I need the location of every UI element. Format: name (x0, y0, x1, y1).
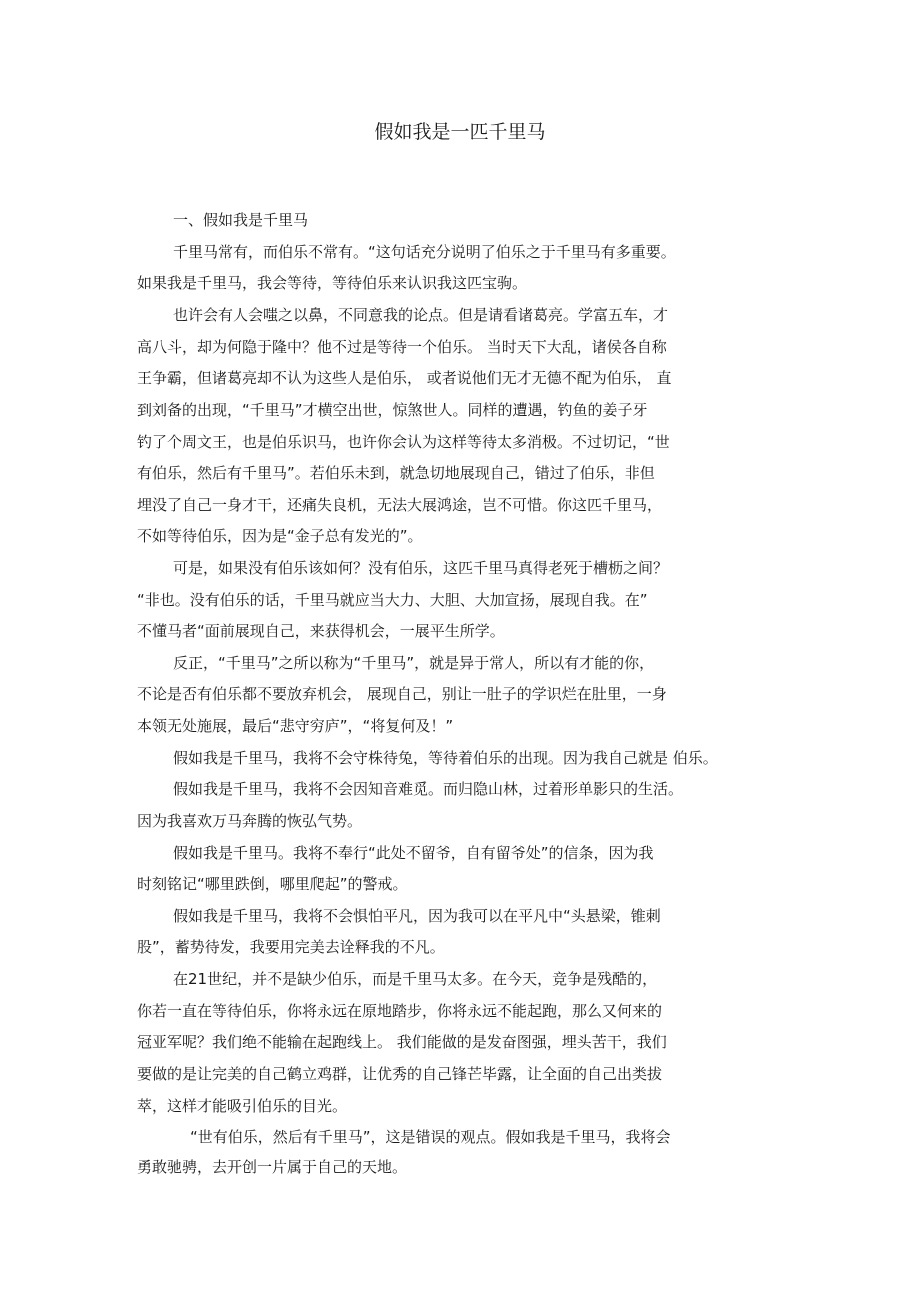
body-line: 王争霸，但诸葛亮却不认为这些人是伯乐， 或者说他们无才无德不配为伯乐， 直 (137, 369, 672, 387)
body-line: 假如我是千里马。我将不奉行“此处不留爷，自有留爷处”的信条，因为我 (173, 844, 654, 862)
body-line: 因为我喜欢万马奔腾的恢弘气势。 (137, 812, 363, 830)
body-line: 有伯乐，然后有千里马”。若伯乐未到，就急切地展现自己，错过了伯乐，非但 (137, 464, 655, 482)
body-line: 冠亚军呢？我们绝不能输在起跑线上。 我们能做的是发奋图强，埋头苦干，我们 (137, 1033, 667, 1051)
body-line: 股”，蓄势待发，我要用完美去诠释我的不凡。 (137, 938, 445, 956)
body-line: 假如我是千里马，我将不会惧怕平凡，因为我可以在平凡中“头悬梁，锥刺 (173, 907, 661, 925)
body-line: 萃，这样才能吸引伯乐的目光。 (137, 1097, 348, 1115)
body-line: 不懂马者“面前展现自己，来获得机会，一展平生所学。 (137, 622, 505, 640)
body-line: 勇敢驰骋，去开创一片属于自己的天地。 (137, 1158, 408, 1176)
body-line: 要做的是让完美的自己鹤立鸡群，让优秀的自己锋芒毕露，让全面的自己出类拔 (137, 1065, 663, 1083)
body-line: 不如等待伯乐，因为是“金子总有发光的”。 (137, 527, 423, 545)
body-line: 不论是否有伯乐都不要放弃机会， 展现自己，别让一肚子的学识烂在肚里，一身 (137, 685, 667, 703)
section-heading: 一、假如我是千里马 (173, 211, 309, 229)
body-line: 你若一直在等待伯乐，你将永远在原地踏步，你将永远不能起跑，那么又何来的 (137, 1002, 663, 1020)
body-line: 假如我是千里马，我将不会因知音难觅。而归隐山林，过着形单影只的生活。 (173, 780, 684, 798)
body-line: 反正，“千里马”之所以称为“千里马”，就是异于常人，所以有才能的你， (173, 654, 655, 672)
body-line: 埋没了自己一身才干，还痛失良机，无法大展鸿途，岂不可惜。你这匹千里马， (137, 496, 663, 514)
body-line: 本领无处施展，最后“悲守穷庐”，“将复何及！” (137, 717, 454, 735)
body-line: 可是，如果没有伯乐该如何？没有伯乐，这匹千里马真得老死于槽枥之间？ (173, 559, 669, 577)
body-line: 也许会有人会嗤之以鼻，不同意我的论点。但是请看诸葛亮。学富五车，才 (173, 306, 669, 324)
body-line: 时刻铭记“哪里跌倒，哪里爬起”的警戒。 (137, 875, 408, 893)
body-line: 在21世纪，并不是缺少伯乐，而是千里马太多。在今天，竞争是残酷的， (173, 970, 658, 988)
body-line: 到刘备的出现，“千里马”才横空出世，惊煞世人。同样的遭遇，钓鱼的姜子牙 (137, 401, 648, 419)
body-line: 千里马常有，而伯乐不常有。“这句话充分说明了伯乐之于千里马有多重要。 (173, 243, 676, 261)
body-line: 如果我是千里马，我会等待，等待伯乐来认识我这匹宝驹。 (137, 274, 528, 292)
body-line: 假如我是千里马，我将不会守株待兔，等待着伯乐的出现。因为我自己就是 伯乐。 (173, 749, 718, 767)
body-line: 钓了个周文王，也是伯乐识马，也许你会认为这样等待太多消极。不过切记，“世 (137, 433, 670, 451)
document-title: 假如我是一匹千里马 (374, 121, 546, 143)
body-line: “世有伯乐，然后有千里马”，这是错误的观点。假如我是千里马，我将会 (190, 1128, 671, 1146)
body-line: “非也。没有伯乐的话，千里马就应当大力、大胆、大加宣扬，展现自我。在” (137, 591, 648, 609)
body-line: 高八斗，却为何隐于隆中？他不过是等待一个伯乐。 当时天下大乱，诸侯各自称 (137, 338, 667, 356)
